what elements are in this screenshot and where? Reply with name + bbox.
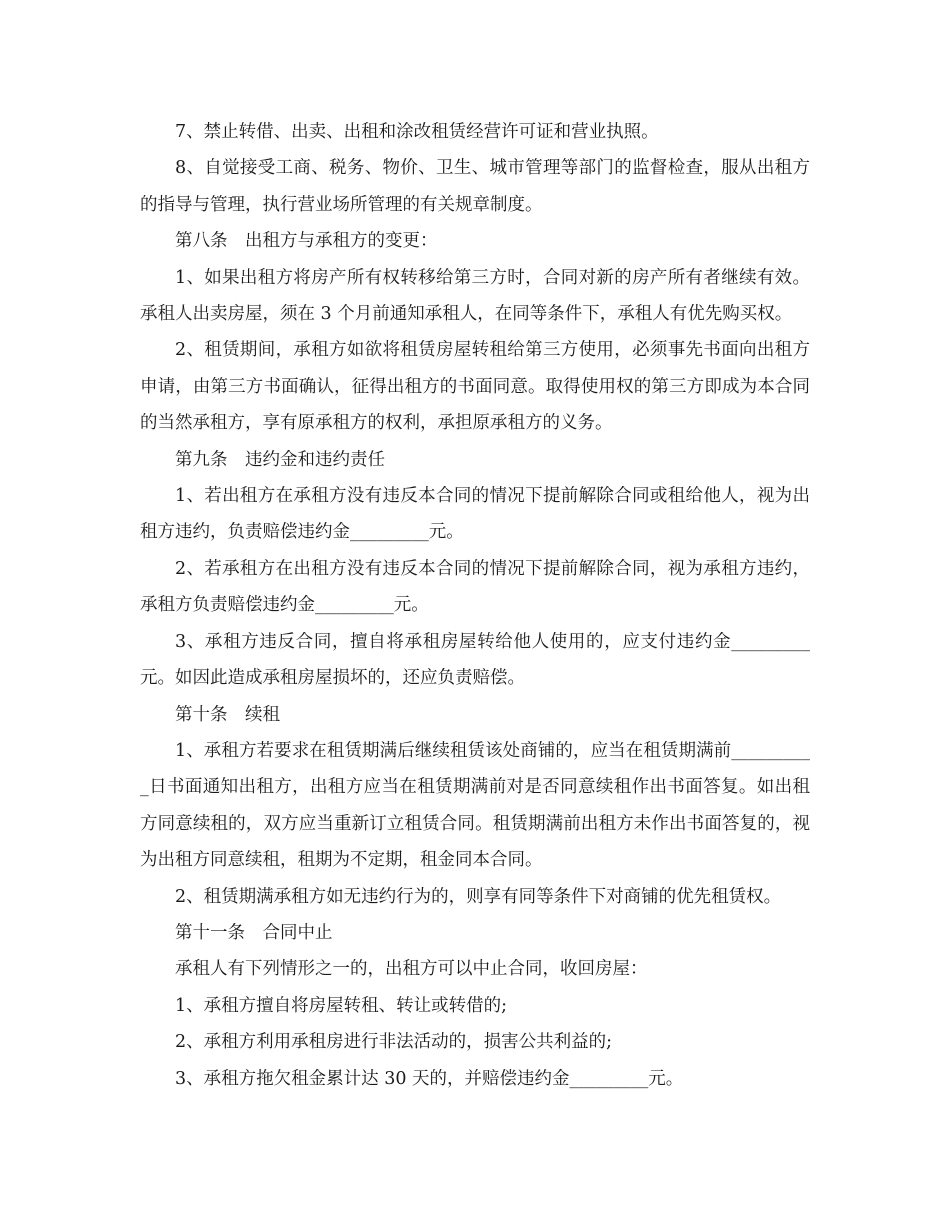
article-10-item-1: 1、承租方若要求在租赁期满后继续租赁该处商铺的，应当在租赁期满前__________日书面通知出租方，出租方应当在租赁期满前对是否同意续租作出书面答复。如出租方同意续租的，双方应当重新订立租赁合同。租赁期满前出租方未作出书面答复的，视为出租方同意续租，租期为不定期，租金同本合同。 — [140, 740, 810, 871]
article-11-item-2: 2、承租方利用承租房进行非法活动的，损害公共利益的; — [175, 1032, 613, 1053]
document-body — [140, 114, 810, 1097]
article-8-heading: 第八条 出租方与承租方的变更： — [175, 231, 438, 252]
article-8-item-2: 2、租赁期间，承租方如欲将租赁房屋转租给第三方使用，必须事先书面向出租方申请，由第三方书面确认，征得出租方的书面同意。取得使用权的第三方即成为本合同的当然承租方，享有原承租方的权利，承担原承租方的义务。 — [140, 340, 810, 434]
article-9-item-1: 1、若出租方在承租方没有违反本合同的情况下提前解除合同或租给他人，视为出租方违约，负责赔偿违约金_________元。 — [140, 486, 810, 543]
clause-7-paragraph: 7、禁止转借、出卖、出租和涂改租赁经营许可证和营业执照。 — [175, 122, 659, 142]
article-11-item-3: 3、承租方拖欠租金累计达 30 天的，并赔偿违约金_________元。 — [175, 1068, 684, 1089]
clause-8-paragraph: 8、自觉接受工商、税务、物价、卫生、城市管理等部门的监督检查，服从出租方的指导与管理，执行营业场所管理的有关规章制度。 — [140, 158, 810, 215]
article-9-item-2: 2、若承租方在出租方没有违反本合同的情况下提前解除合同，视为承租方违约，承租方负责赔偿违约金_________元。 — [140, 558, 810, 616]
article-11-heading: 第十一条 合同中止 — [175, 922, 333, 943]
article-11-intro: 承租人有下列情形之一的，出租方可以中止合同，收回房屋： — [175, 959, 648, 980]
article-11-item-1: 1、承租方擅自将房屋转租、转让或转借的; — [175, 995, 508, 1016]
article-10-heading: 第十条 续租 — [175, 704, 280, 725]
article-9-item-3: 3、承租方违反合同，擅自将承租房屋转给他人使用的，应支付违约金_________元。如因此造成承租房屋损坏的，还应负责赔偿。 — [140, 631, 810, 689]
article-8-item-1: 1、如果出租方将房产所有权转移给第三方时，合同对新的房产所有者继续有效。承租人出卖房屋，须在 3 个月前通知承租人，在同等条件下，承租人有优先购买权。 — [140, 267, 810, 325]
article-10-item-2: 2、租赁期满承租方如无违约行为的，则享有同等条件下对商铺的优先租赁权。 — [175, 886, 782, 907]
article-9-heading: 第九条 违约金和违约责任 — [175, 449, 385, 470]
